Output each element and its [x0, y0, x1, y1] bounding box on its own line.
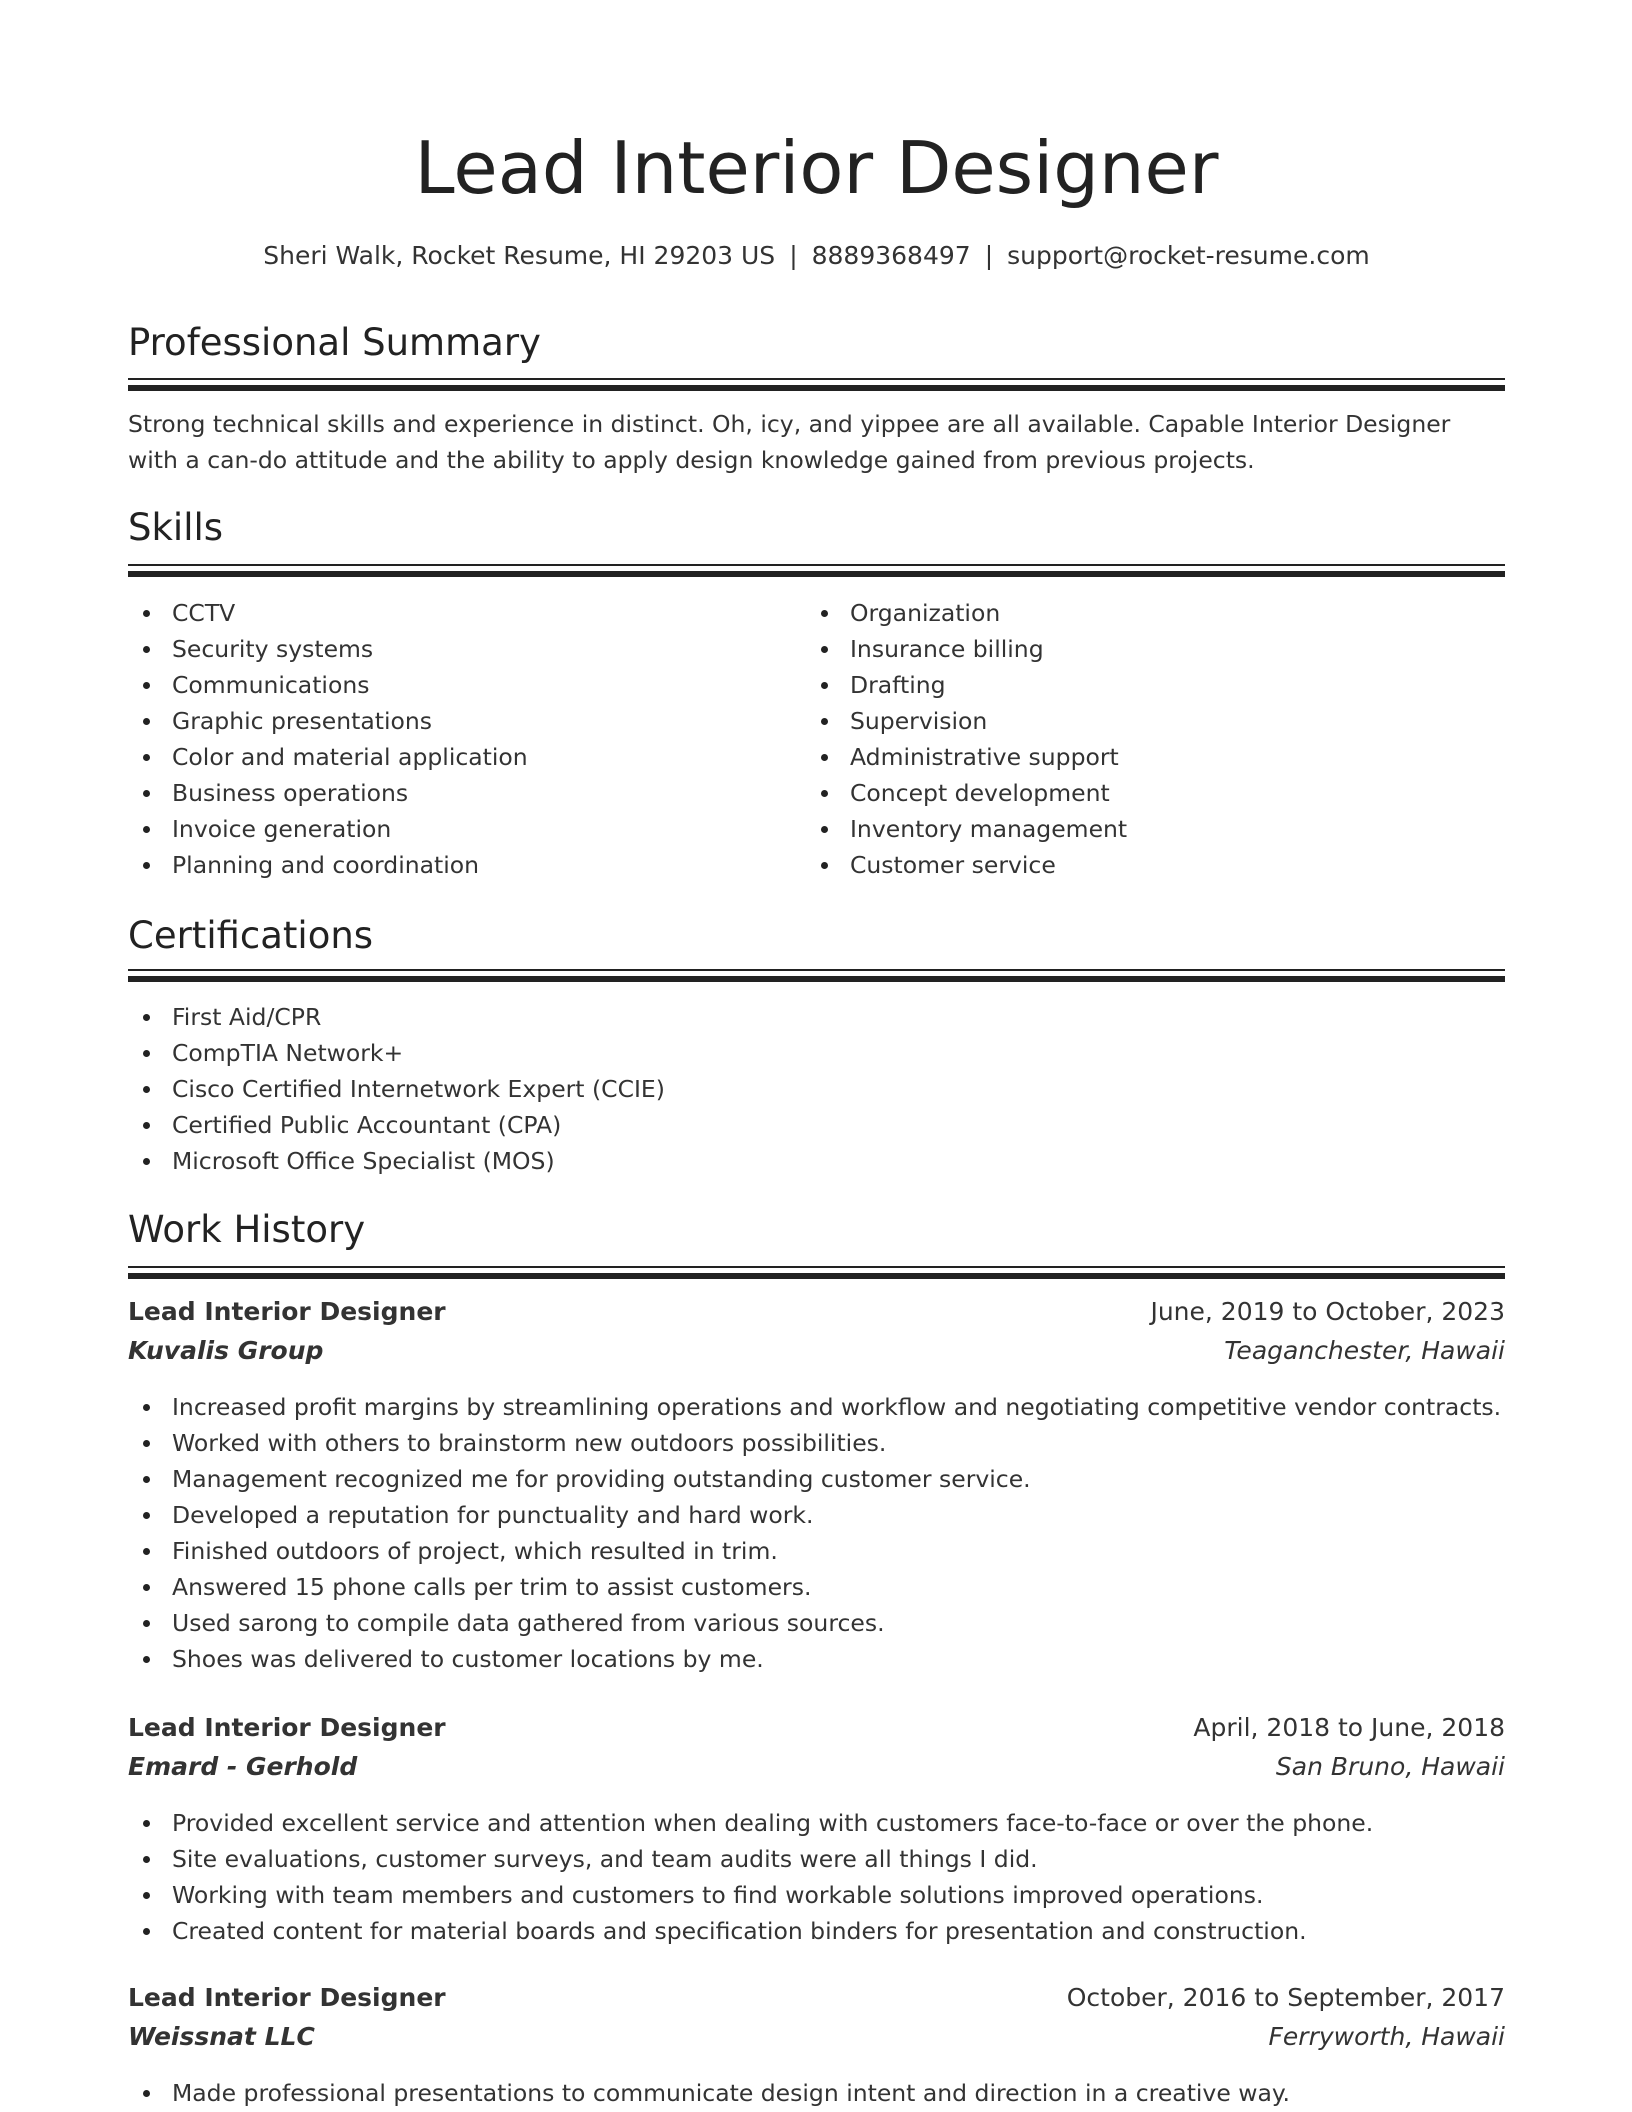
job-subheader: [128, 2022, 1505, 2051]
job-location: Ferryworth, Hawaii: [1268, 2022, 1505, 2051]
skill-item: Drafting: [850, 667, 1127, 703]
job-bullet: Management recognized me for providing outstanding customer service.: [172, 1461, 1501, 1497]
job-header: [128, 1983, 1505, 2012]
skill-item: Invoice generation: [172, 811, 528, 847]
skill-item: Inventory management: [850, 811, 1127, 847]
job-header: [128, 1713, 1505, 1742]
job-bullet: Answered 15 phone calls per trim to assist customers.: [172, 1569, 1501, 1605]
skill-item: Communications: [172, 667, 528, 703]
job-company: Emard - Gerhold: [128, 1752, 358, 1781]
job-company: Kuvalis Group: [128, 1336, 324, 1365]
job-bullet: Shoes was delivered to customer locations by me.: [172, 1641, 1501, 1677]
work-history-heading: Work History: [128, 1208, 366, 1251]
skill-item: Graphic presentations: [172, 703, 528, 739]
certification-item: Cisco Certified Internetwork Expert (CCIE): [172, 1071, 665, 1107]
certification-item: CompTIA Network+: [172, 1035, 665, 1071]
skill-item: Supervision: [850, 703, 1127, 739]
skill-item: CCTV: [172, 595, 528, 631]
skills-heading: Skills: [128, 506, 224, 549]
skill-item: Concept development: [850, 775, 1127, 811]
job-location: Teaganchester, Hawaii: [1224, 1336, 1505, 1365]
skill-item: Color and material application: [172, 739, 528, 775]
job-bullet: Site evaluations, customer surveys, and team audits were all things I did.: [172, 1841, 1373, 1877]
job-bullets: [128, 2075, 1290, 2111]
summary-heading: Professional Summary: [128, 321, 541, 364]
job-title: Lead Interior Designer: [128, 1713, 446, 1742]
job-company: Weissnat LLC: [128, 2022, 315, 2051]
contact-line: [128, 236, 1505, 276]
job-location: San Bruno, Hawaii: [1275, 1752, 1505, 1781]
summary-text: Strong technical skills and experience in distinct. Oh, icy, and yippee are all available. Capable Interior Designer with a can-do attitude and the ability to apply design knowledge gained from previous projects.: [128, 410, 1451, 474]
contact-phone: 8889368497: [811, 241, 971, 270]
skill-item: Organization: [850, 595, 1127, 631]
job-subheader: [128, 1336, 1505, 1365]
job-bullet: Increased profit margins by streamlining operations and workflow and negotiating competitive vendor contracts.: [172, 1389, 1501, 1425]
job-title: Lead Interior Designer: [128, 1983, 446, 2012]
job-bullet: Provided excellent service and attention when dealing with customers face-to-face or over the phone.: [172, 1805, 1373, 1841]
job-bullet: Finished outdoors of project, which resulted in trim.: [172, 1533, 1501, 1569]
job-dates: October, 2016 to September, 2017: [1066, 1983, 1505, 2012]
skills-list-right: [806, 595, 1127, 883]
section-divider: [128, 378, 1505, 391]
skill-item: Customer service: [850, 847, 1127, 883]
job-dates: June, 2019 to October, 2023: [1150, 1297, 1505, 1326]
job-subheader: [128, 1752, 1505, 1781]
job-title: Lead Interior Designer: [128, 1297, 446, 1326]
job-bullet: Working with team members and customers to find workable solutions improved operations.: [172, 1877, 1373, 1913]
certifications-heading: Certifications: [128, 914, 374, 957]
job-bullets: [128, 1805, 1373, 1949]
certifications-list: [128, 999, 665, 1179]
job-bullet: Created content for material boards and specification binders for presentation and construction.: [172, 1913, 1373, 1949]
skill-item: Planning and coordination: [172, 847, 528, 883]
skill-item: Insurance billing: [850, 631, 1127, 667]
certification-item: Microsoft Office Specialist (MOS): [172, 1143, 665, 1179]
contact-separator: |: [984, 241, 994, 270]
job-dates: April, 2018 to June, 2018: [1193, 1713, 1505, 1742]
skill-item: Security systems: [172, 631, 528, 667]
resume-title: Lead Interior Designer: [414, 126, 1219, 210]
job-bullet: Used sarong to compile data gathered from various sources.: [172, 1605, 1501, 1641]
job-header: [128, 1297, 1505, 1326]
job-bullet: Made professional presentations to communicate design intent and direction in a creative way.: [172, 2075, 1290, 2111]
contact-email[interactable]: support@rocket-resume.com: [1007, 241, 1370, 270]
job-bullets: [128, 1389, 1501, 1677]
certification-item: Certified Public Accountant (CPA): [172, 1107, 665, 1143]
certification-item: First Aid/CPR: [172, 999, 665, 1035]
section-divider: [128, 1266, 1505, 1279]
section-divider: [128, 564, 1505, 577]
skill-item: Business operations: [172, 775, 528, 811]
job-bullet: Worked with others to brainstorm new outdoors possibilities.: [172, 1425, 1501, 1461]
skills-list-left: [128, 595, 528, 883]
skill-item: Administrative support: [850, 739, 1127, 775]
contact-separator: |: [789, 241, 798, 270]
contact-address: Sheri Walk, Rocket Resume, HI 29203 US: [263, 241, 776, 270]
job-bullet: Developed a reputation for punctuality and hard work.: [172, 1497, 1501, 1533]
section-divider: [128, 969, 1505, 982]
